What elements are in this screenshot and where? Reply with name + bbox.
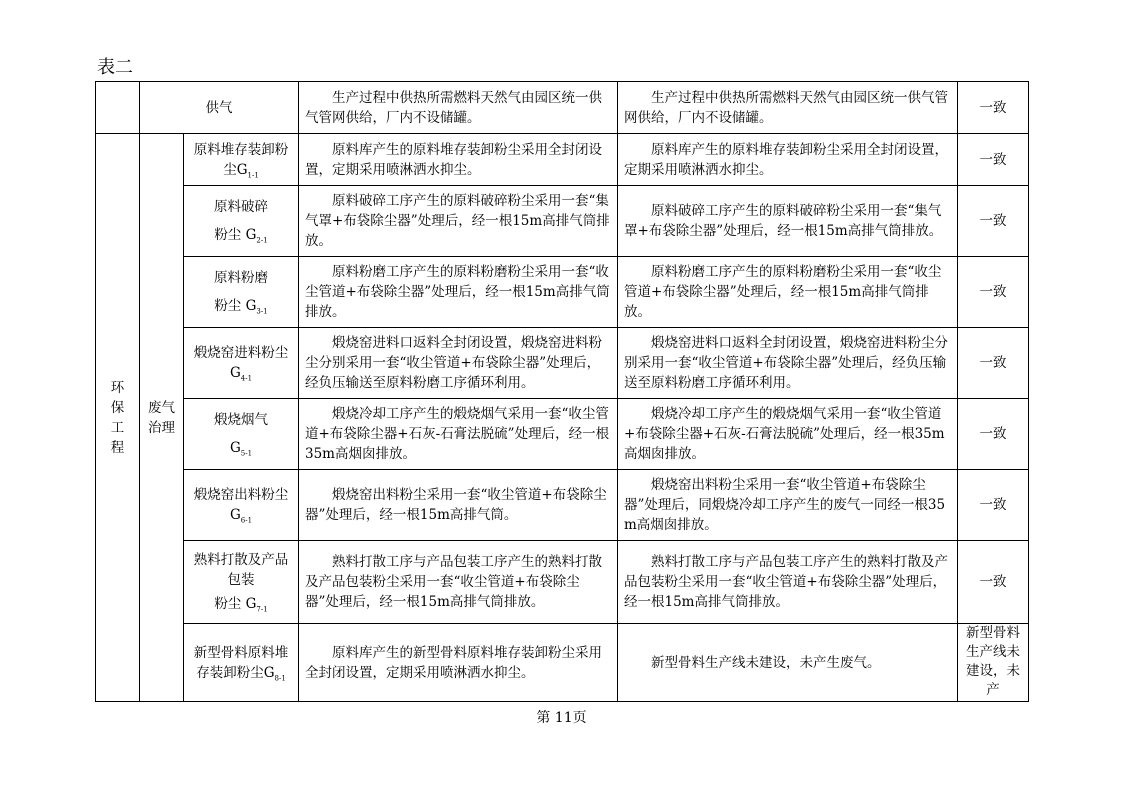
requirement-cell: 原料库产生的原料堆存装卸粉尘采用全封闭设置，定期采用喷淋洒水抑尘。 (299, 134, 618, 186)
item-cell (184, 257, 299, 328)
table-row (96, 82, 1029, 134)
item-code: G (229, 440, 241, 456)
item-name: 熟料打散及产品包装 (193, 552, 289, 588)
item-name: 原料堆存装卸粉尘 (193, 141, 289, 178)
actual-cell: 煅烧窑出料粉尘采用一套“收尘管道+布袋除尘器”处理后，同煅烧冷却工序产生的废气一同经一根35m高烟囱排放。 (618, 470, 958, 541)
item-cell (184, 541, 299, 624)
actual-cell: 煅烧窑进料口返料全封闭设置，煅烧窑进料粉尘分别采用一套“收尘管道+布袋除尘器”处理后，经负压输送至原料粉磨工序循环利用。 (618, 328, 958, 399)
item-name: 煅烧烟气 (214, 412, 268, 428)
table-row (96, 470, 1029, 541)
item-cell (184, 470, 299, 541)
item-cell (184, 186, 299, 257)
actual-cell: 煅烧冷却工序产生的煅烧烟气采用一套“收尘管道+布袋除尘器+石灰-石膏法脱硫”处理后，经一根35m高烟囱排放。 (618, 399, 958, 470)
table-row (96, 257, 1029, 328)
item-code: 粉尘 G (214, 298, 257, 314)
status-cell: 一致 (958, 541, 1029, 624)
actual-cell: 原料粉磨工序产生的原料粉磨粉尘采用一套“收尘管道+布袋除尘器”处理后，经一根15m高排气筒排放。 (618, 257, 958, 328)
table-row (96, 186, 1029, 257)
requirement-cell: 原料破碎工序产生的原料破碎粉尘采用一套“集气罩+布袋除尘器”处理后，经一根15m高排气筒排放。 (299, 186, 618, 257)
table-row (96, 134, 1029, 186)
item-code-subscript: 7-1 (256, 605, 268, 614)
category-label: 环保工程 (110, 379, 125, 456)
item-code-subscript: 3-1 (256, 307, 268, 316)
item-code-subscript: 5-1 (240, 449, 253, 458)
requirement-cell: 煅烧窑出料粉尘采用一套“收尘管道+布袋除尘器”处理后，经一根15m高排气筒。 (299, 470, 618, 541)
item-name: 原料破碎 (214, 199, 268, 215)
item-code-subscript: 2-1 (256, 236, 268, 245)
table-row (96, 399, 1029, 470)
item-code-subscript: 8-1 (274, 674, 286, 683)
status-cell: 一致 (958, 186, 1029, 257)
table-row (96, 624, 1029, 702)
subcategory-label: 废气治理 (148, 399, 175, 436)
page-number: 第 11页 (536, 710, 587, 726)
item-name: 原料粉磨 (214, 270, 268, 286)
actual-cell: 原料库产生的原料堆存装卸粉尘采用全封闭设置，定期采用喷淋洒水抑尘。 (618, 134, 958, 186)
requirement-cell: 生产过程中供热所需燃料天然气由园区统一供气管网供给，厂内不设储罐。 (299, 82, 618, 134)
item-code: G (229, 507, 241, 523)
status-cell: 新型骨料生产线未建设，未产 (958, 624, 1029, 702)
item-cell (184, 399, 299, 470)
item-cell (184, 328, 299, 399)
status-cell: 一致 (958, 257, 1029, 328)
item-code-subscript: 4-1 (240, 374, 253, 383)
actual-cell: 生产过程中供热所需燃料天然气由园区统一供气管网供给，厂内不设储罐。 (618, 82, 958, 134)
requirement-cell: 煅烧冷却工序产生的煅烧烟气采用一套“收尘管道+布袋除尘器+石灰-石膏法脱硫”处理后，经一根35m高烟囱排放。 (299, 399, 618, 470)
category-cell (96, 134, 140, 702)
item-code: G (229, 365, 241, 381)
table-row (96, 541, 1029, 624)
subcategory-cell (140, 134, 184, 702)
actual-cell: 熟料打散工序与产品包装工序产生的熟料打散及产品包装粉尘采用一套“收尘管道+布袋除尘器”处理后，经一根15m高排气筒排放。 (618, 541, 958, 624)
requirement-cell: 原料库产生的新型骨料原料堆存装卸粉尘采用全封闭设置，定期采用喷淋洒水抑尘。 (299, 624, 618, 702)
status-cell: 一致 (958, 82, 1029, 134)
item-name: 煅烧窑进料粉尘 (193, 345, 289, 361)
requirement-cell: 原料粉磨工序产生的原料粉磨粉尘采用一套“收尘管道+布袋除尘器”处理后，经一根15m高排气筒排放。 (299, 257, 618, 328)
item-code: G (263, 664, 275, 681)
status-cell: 一致 (958, 328, 1029, 399)
item-cell: 供气 (140, 82, 299, 134)
status-cell: 一致 (958, 399, 1029, 470)
item-code-subscript: 1-1 (247, 171, 259, 180)
empty-cell (96, 82, 140, 134)
item-code: 粉尘 G (214, 596, 257, 612)
item-cell (184, 624, 299, 702)
requirement-cell: 煅烧窑进料口返料全封闭设置，煅烧窑进料粉尘分别采用一套“收尘管道+布袋除尘器”处理后，经负压输送至原料粉磨工序循环利用。 (299, 328, 618, 399)
item-code: 粉尘 G (214, 227, 257, 243)
item-code-subscript: 6-1 (240, 516, 253, 525)
item-code: G (236, 161, 248, 178)
table-caption: 表二 (97, 57, 133, 78)
status-cell: 一致 (958, 470, 1029, 541)
actual-cell: 原料破碎工序产生的原料破碎粉尘采用一套“集气罩+布袋除尘器”处理后，经一根15m高排气筒排放。 (618, 186, 958, 257)
table-row (96, 328, 1029, 399)
status-cell: 一致 (958, 134, 1029, 186)
item-name: 新型骨料原料堆存装卸粉尘 (193, 644, 289, 681)
item-name: 煅烧窑出料粉尘 (193, 487, 289, 503)
actual-cell: 新型骨料生产线未建设，未产生废气。 (618, 624, 958, 702)
item-cell (184, 134, 299, 186)
requirement-cell: 熟料打散工序与产品包装工序产生的熟料打散及产品包装粉尘采用一套“收尘管道+布袋除尘器”处理后，经一根15m高排气筒排放。 (299, 541, 618, 624)
comparison-table (95, 81, 1029, 702)
